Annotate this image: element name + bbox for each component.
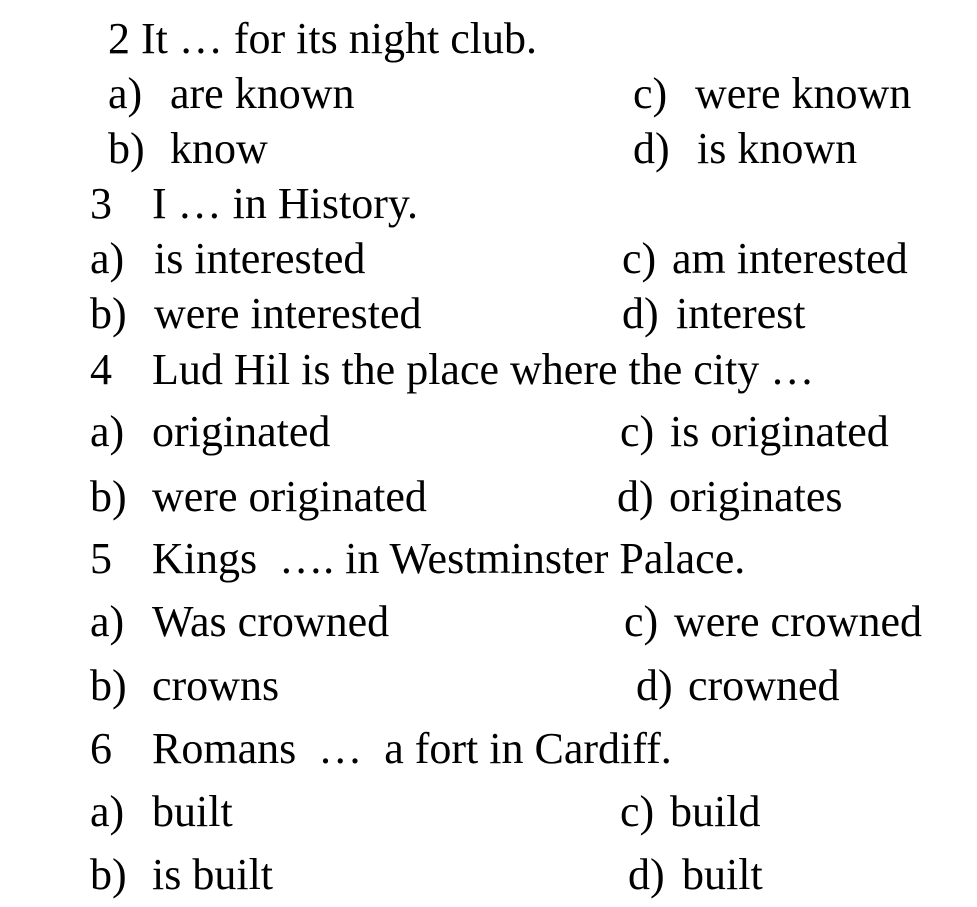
- option-letter: b): [108, 124, 145, 173]
- question-2-option-d: [633, 124, 858, 173]
- option-text: originates: [669, 472, 843, 521]
- option-text: were crowned: [674, 597, 922, 646]
- option-text: is built: [152, 850, 274, 899]
- option-letter: c): [624, 597, 659, 646]
- question-5-option-a: [90, 597, 390, 646]
- question-5-option-b: [90, 661, 280, 710]
- question-number: 5: [90, 534, 112, 583]
- option-text: is interested: [154, 234, 366, 283]
- option-letter: a): [90, 407, 125, 456]
- option-text: were interested: [154, 289, 422, 338]
- option-letter: c): [620, 787, 655, 836]
- option-text: build: [670, 787, 761, 836]
- question-2-option-c: [633, 69, 912, 118]
- option-text: interest: [676, 289, 806, 338]
- question-number: 3: [90, 179, 112, 228]
- question-2-stem: [108, 14, 537, 63]
- question-6-stem: [90, 724, 672, 773]
- option-text: were known: [695, 69, 912, 118]
- option-text: built: [152, 787, 233, 836]
- option-letter: d): [628, 850, 665, 899]
- option-letter: d): [622, 289, 659, 338]
- question-text: Lud Hil is the place where the city …: [152, 345, 815, 394]
- question-number: 4: [90, 345, 112, 394]
- question-4-stem: [90, 345, 815, 394]
- option-letter: b): [90, 472, 127, 521]
- option-text: is known: [697, 124, 858, 173]
- question-3-option-c: [622, 234, 908, 283]
- question-text: I … in History.: [152, 179, 419, 228]
- question-5-option-d: [636, 661, 840, 710]
- option-letter: c): [622, 234, 657, 283]
- question-6-option-a: [90, 787, 233, 836]
- question-4-option-c: [620, 407, 889, 456]
- option-letter: a): [90, 787, 125, 836]
- option-text: crowns: [152, 661, 280, 710]
- option-letter: d): [633, 124, 670, 173]
- option-letter: d): [636, 661, 673, 710]
- question-number: 2: [108, 14, 130, 63]
- option-letter: a): [108, 69, 143, 118]
- option-letter: b): [90, 850, 127, 899]
- question-6-option-b: [90, 850, 274, 899]
- option-letter: a): [90, 234, 125, 283]
- option-text: are known: [170, 69, 355, 118]
- option-text: am interested: [672, 234, 908, 283]
- option-text: crowned: [688, 661, 840, 710]
- option-text: know: [170, 124, 268, 173]
- question-2-option-a: [108, 69, 355, 118]
- option-text: Was crowned: [152, 597, 390, 646]
- question-text: Romans … a fort in Cardiff.: [152, 724, 672, 773]
- question-6-option-c: [620, 787, 761, 836]
- option-letter: b): [90, 289, 127, 338]
- question-5-stem: [90, 534, 746, 583]
- question-3-option-a: [90, 234, 366, 283]
- option-letter: c): [633, 69, 668, 118]
- question-3-stem: [90, 179, 419, 228]
- option-letter: d): [617, 472, 654, 521]
- option-text: were originated: [152, 472, 427, 521]
- option-letter: a): [90, 597, 125, 646]
- question-4-option-a: [90, 407, 331, 456]
- question-2-option-b: [108, 124, 268, 173]
- question-text: Kings …. in Westminster Palace.: [152, 534, 746, 583]
- question-3-option-d: [622, 289, 806, 338]
- question-5-option-c: [624, 597, 922, 646]
- question-3-option-b: [90, 289, 422, 338]
- option-text: is originated: [670, 407, 889, 456]
- option-text: built: [682, 850, 763, 899]
- option-letter: c): [620, 407, 655, 456]
- question-6-option-d: [628, 850, 763, 899]
- option-text: originated: [152, 407, 331, 456]
- question-4-option-d: [617, 472, 843, 521]
- question-4-option-b: [90, 472, 427, 521]
- question-text: It … for its night club.: [141, 14, 537, 63]
- option-letter: b): [90, 661, 127, 710]
- question-number: 6: [90, 724, 112, 773]
